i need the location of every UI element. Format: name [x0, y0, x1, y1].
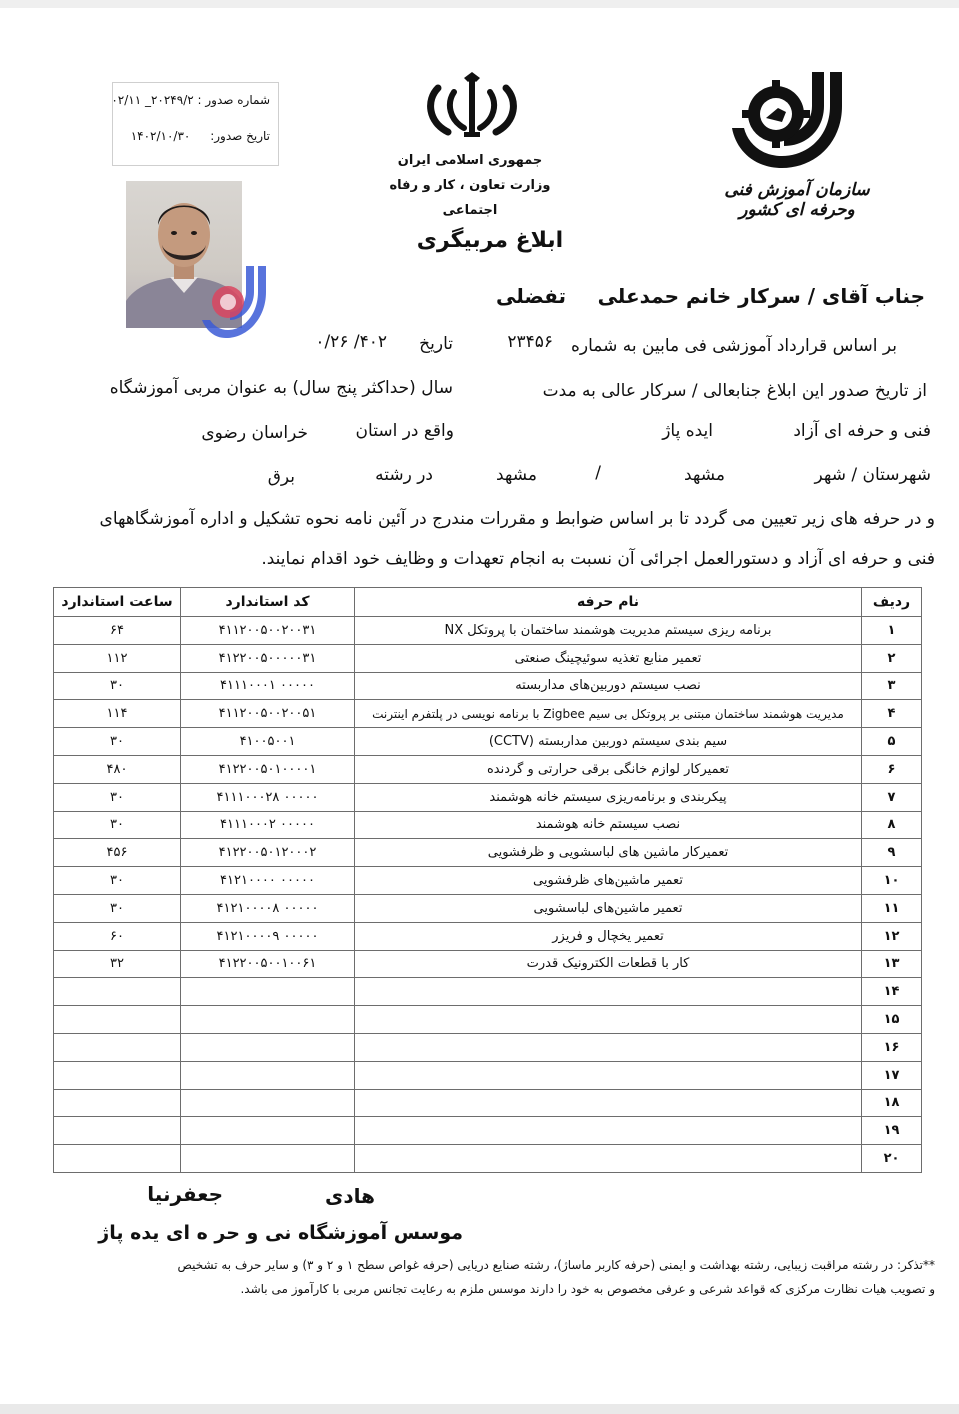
trade-name-cell: [355, 1033, 862, 1061]
row-number-cell: ۱۸: [862, 1089, 922, 1117]
standard-hours-cell: [54, 1089, 181, 1117]
row-number-cell: ۱۰: [862, 867, 922, 895]
school-type: فنی و حرفه ای آزاد: [793, 421, 931, 441]
standard-code-cell: ۴۱۲۲۰۰۵۰۰۰۰۰۳۱: [181, 644, 355, 672]
trades-table: [53, 587, 922, 1173]
standard-code-cell: ۰۰۰۰۰ ۴۱۲۱۰۰۰۰۹: [181, 922, 355, 950]
standard-hours-cell: ۴۵۶: [54, 839, 181, 867]
note-line-2: و تصویب هیات نظارت مرکزی که قواعد شرعی و عرفی مخصوص به خود را دارند موسس ملزم به رعایت تجانس مربی با کارآموز می باشد.: [240, 1282, 935, 1296]
standard-code-cell: ۴۱۰۰۵۰۰۱: [181, 728, 355, 756]
trade-name-cell: تعمیر منابع تغذیه سوئیچینگ صنعتی: [355, 644, 862, 672]
standard-code-cell: ۴۱۲۲۰۰۵۰۱۰۰۰۰۱: [181, 755, 355, 783]
table-row: [54, 1145, 922, 1173]
row-number-cell: ۱۶: [862, 1033, 922, 1061]
trade-name-cell: [355, 1089, 862, 1117]
standard-hours-cell: ۳۰: [54, 672, 181, 700]
city-name: مشهد: [495, 465, 537, 485]
row-number-cell: ۱۵: [862, 1006, 922, 1034]
row-number-cell: ۱۲: [862, 922, 922, 950]
org-stamp-icon: [200, 262, 280, 344]
trade-name-cell: نصب سیستم خانه هوشمند: [355, 811, 862, 839]
school-name: ایده پاژ: [662, 421, 713, 441]
standard-code-cell: ۴۱۲۲۰۰۵۰۱۲۰۰۰۲: [181, 839, 355, 867]
located-label: واقع در استان: [355, 421, 454, 441]
trade-name-cell: تعمیرکار لوازم خانگی برقی حرارتی و گردنده: [355, 755, 862, 783]
row-number-cell: ۱۷: [862, 1061, 922, 1089]
founder-first-name: هادی: [325, 1184, 375, 1208]
row-number-cell: ۱۴: [862, 978, 922, 1006]
trade-name-cell: تعمیرکار ماشین های لباسشویی و ظرفشویی: [355, 839, 862, 867]
issue-date: [131, 129, 270, 143]
row-number-cell: ۵: [862, 728, 922, 756]
county-name: مشهد: [683, 465, 725, 485]
standard-hours-cell: ۶۴: [54, 617, 181, 645]
province: خراسان رضوی: [201, 423, 308, 443]
trade-name-cell: برنامه ریزی سیستم مدیریت هوشمند ساختمان با پروتکل NX: [355, 617, 862, 645]
founder-last-name: جعفرنیا: [147, 1182, 223, 1206]
trade-name-cell: تعمیر ماشین‌های ظرفشویی: [355, 867, 862, 895]
trade-name-cell: نصب سیستم دوربین‌های مداربسته: [355, 672, 862, 700]
standard-hours-cell: [54, 1006, 181, 1034]
standard-hours-cell: [54, 1061, 181, 1089]
trade-name-cell: پیکربندی و برنامه‌ریزی سیستم خانه هوشمند: [355, 783, 862, 811]
table-row: [54, 1117, 922, 1145]
contract-text: بر اساس قرارداد آموزشی فی مابین به شماره: [571, 336, 897, 356]
row-number-cell: ۲۰: [862, 1145, 922, 1173]
document-title: ابلاغ مربیگری: [416, 228, 564, 253]
standard-hours-cell: [54, 978, 181, 1006]
row-number-cell: ۱۹: [862, 1117, 922, 1145]
table-row: [54, 1006, 922, 1034]
standard-code-cell: ۰۰۰۰۰ ۴۱۱۱۰۰۰۱: [181, 672, 355, 700]
standard-code-cell: [181, 1033, 355, 1061]
table-row: [54, 1033, 922, 1061]
org-logo-icon: [726, 66, 860, 174]
table-row: [54, 922, 922, 950]
standard-hours-cell: ۳۲: [54, 950, 181, 978]
standard-code-cell: [181, 1061, 355, 1089]
salutation: جناب آقای / سرکار خانم: [685, 284, 925, 308]
duration-text: از تاریخ صدور این ابلاغ جنابعالی / سرکار عالی به مدت: [542, 381, 927, 401]
page-top-edge: [0, 0, 959, 8]
row-number-cell: ۱۳: [862, 950, 922, 978]
duration-tail: سال (حداکثر پنج سال) به عنوان مربی آموزشگاه: [109, 378, 453, 398]
table-row: [54, 644, 922, 672]
standard-code-cell: ۰۰۰۰۰ ۴۱۱۱۰۰۰۲: [181, 811, 355, 839]
paragraph-line-1: و در حرفه های زیر تعیین می گردد تا بر اساس ضوابط و مقررات مندرج در آئین نامه نحوه تشکیل و اداره آموزشگاههای: [99, 509, 935, 529]
field-name: برق: [267, 467, 295, 487]
paragraph-line-2: فنی و حرفه ای آزاد و دستورالعمل اجرائی آن نسبت به انجام تعهدات و وظایف خود اقدام نمایند.: [261, 549, 935, 569]
issue-date-value: ۱۴۰۲/۱۰/۳۰: [130, 129, 191, 143]
header-standard-hours: ساعت استاندارد: [54, 588, 181, 617]
table-row: [54, 700, 922, 728]
table-row: [54, 839, 922, 867]
standard-hours-cell: ۴۸۰: [54, 755, 181, 783]
trade-name-cell: کار با قطعات الکترونیک قدرت: [355, 950, 862, 978]
recipient-first-name: حمدعلی: [597, 284, 679, 308]
row-number-cell: ۸: [862, 811, 922, 839]
table-row: [54, 755, 922, 783]
contract-number: ۲۳۴۵۶: [507, 332, 553, 352]
trade-name-cell: [355, 1145, 862, 1173]
standard-hours-cell: ۱۱۲: [54, 644, 181, 672]
table-row: [54, 1089, 922, 1117]
issue-number-value: ۲۰۲۴۹/۲_ ۰۲/۱۱: [111, 93, 194, 107]
standard-code-cell: [181, 978, 355, 1006]
issue-number: [111, 93, 270, 107]
trade-name-cell: [355, 1061, 862, 1089]
table-row: [54, 894, 922, 922]
standard-code-cell: [181, 1117, 355, 1145]
row-number-cell: ۷: [862, 783, 922, 811]
row-number-cell: ۶: [862, 755, 922, 783]
contract-date: ۴۰۲/ ۰/۲۶: [315, 332, 387, 352]
recipient-last-name: تفضلی: [495, 284, 566, 308]
standard-code-cell: [181, 1089, 355, 1117]
contract-date-label: تاریخ: [419, 334, 453, 354]
row-number-cell: ۳: [862, 672, 922, 700]
standard-hours-cell: ۱۱۴: [54, 700, 181, 728]
note-line-1: **تذکر: در رشته مراقبت زیبایی، رشته بهداشت و ایمنی (حرفه کاربر ماساژ)، رشته صنایع دریایی (حرفه غواص سطح ۱ و ۲ و ۳) و سایر حرف به تشخیص: [177, 1258, 935, 1272]
standard-hours-cell: [54, 1117, 181, 1145]
row-number-cell: ۴: [862, 700, 922, 728]
table-row: [54, 617, 922, 645]
table-row: [54, 1061, 922, 1089]
issue-info-box: [112, 82, 279, 166]
standard-hours-cell: ۶۰: [54, 922, 181, 950]
page-bottom-edge: [0, 1404, 959, 1414]
founder-institute-line: موسس آموزشگاه نی و حر ه ای یده پاژ: [98, 1222, 463, 1244]
standard-code-cell: [181, 1145, 355, 1173]
standard-code-cell: [181, 1006, 355, 1034]
trade-name-cell: [355, 978, 862, 1006]
table-header-row: [54, 588, 922, 617]
table-row: [54, 867, 922, 895]
standard-hours-cell: ۳۰: [54, 811, 181, 839]
table-row: [54, 672, 922, 700]
field-label: در رشته: [375, 465, 433, 485]
issue-date-label: تاریخ صدور:: [210, 129, 270, 143]
trade-name-cell: [355, 1006, 862, 1034]
issue-number-label: شماره صدور :: [197, 93, 270, 107]
trade-name-cell: تعمیر یخچال و فریزر: [355, 922, 862, 950]
ministry-block: [360, 148, 580, 223]
standard-hours-cell: ۳۰: [54, 867, 181, 895]
county-city-separator: /: [595, 463, 601, 483]
table-row: [54, 950, 922, 978]
standard-code-cell: ۴۱۱۲۰۰۵۰۰۲۰۰۵۱: [181, 700, 355, 728]
org-name: سازمان آموزش فنی وحرفه ای کشور: [724, 180, 870, 220]
header-trade-name: نام حرفه: [355, 588, 862, 617]
row-number-cell: ۱: [862, 617, 922, 645]
header-standard-code: کد استاندارد: [181, 588, 355, 617]
header-row-number: ردیف: [862, 588, 922, 617]
standard-code-cell: ۰۰۰۰۰ ۴۱۲۱۰۰۰۰: [181, 867, 355, 895]
trade-name-cell: تعمیر ماشین‌های لباسشویی: [355, 894, 862, 922]
standard-code-cell: ۴۱۲۲۰۰۵۰۰۱۰۰۶۱: [181, 950, 355, 978]
city-label: شهرستان / شهر: [814, 465, 931, 485]
iran-emblem-icon: [424, 70, 520, 140]
table-row: [54, 728, 922, 756]
ministry-name: وزارت تعاون ، کار و رفاه اجتماعی: [389, 178, 551, 218]
trade-name-cell: سیم بندی سیستم دوربین مداربسته (CCTV): [355, 728, 862, 756]
country-name: جمهوری اسلامی ایران: [397, 153, 543, 168]
row-number-cell: ۲: [862, 644, 922, 672]
standard-hours-cell: [54, 1145, 181, 1173]
table-row: [54, 811, 922, 839]
standard-hours-cell: ۳۰: [54, 728, 181, 756]
row-number-cell: ۹: [862, 839, 922, 867]
row-number-cell: ۱۱: [862, 894, 922, 922]
table-row: [54, 783, 922, 811]
table-row: [54, 978, 922, 1006]
standard-hours-cell: ۳۰: [54, 894, 181, 922]
standard-code-cell: ۴۱۱۲۰۰۵۰۰۲۰۰۳۱: [181, 617, 355, 645]
trade-name-cell: [355, 1117, 862, 1145]
standard-hours-cell: ۳۰: [54, 783, 181, 811]
standard-code-cell: ۰۰۰۰۰ ۴۱۲۱۰۰۰۰۸: [181, 894, 355, 922]
standard-hours-cell: [54, 1033, 181, 1061]
standard-code-cell: ۰۰۰۰۰ ۴۱۱۱۰۰۰۲۸: [181, 783, 355, 811]
trade-name-cell: مدیریت هوشمند ساختمان مبتنی بر پروتکل بی سیم Zigbee با برنامه نویسی در پلتفرم اینترنت: [355, 700, 862, 728]
